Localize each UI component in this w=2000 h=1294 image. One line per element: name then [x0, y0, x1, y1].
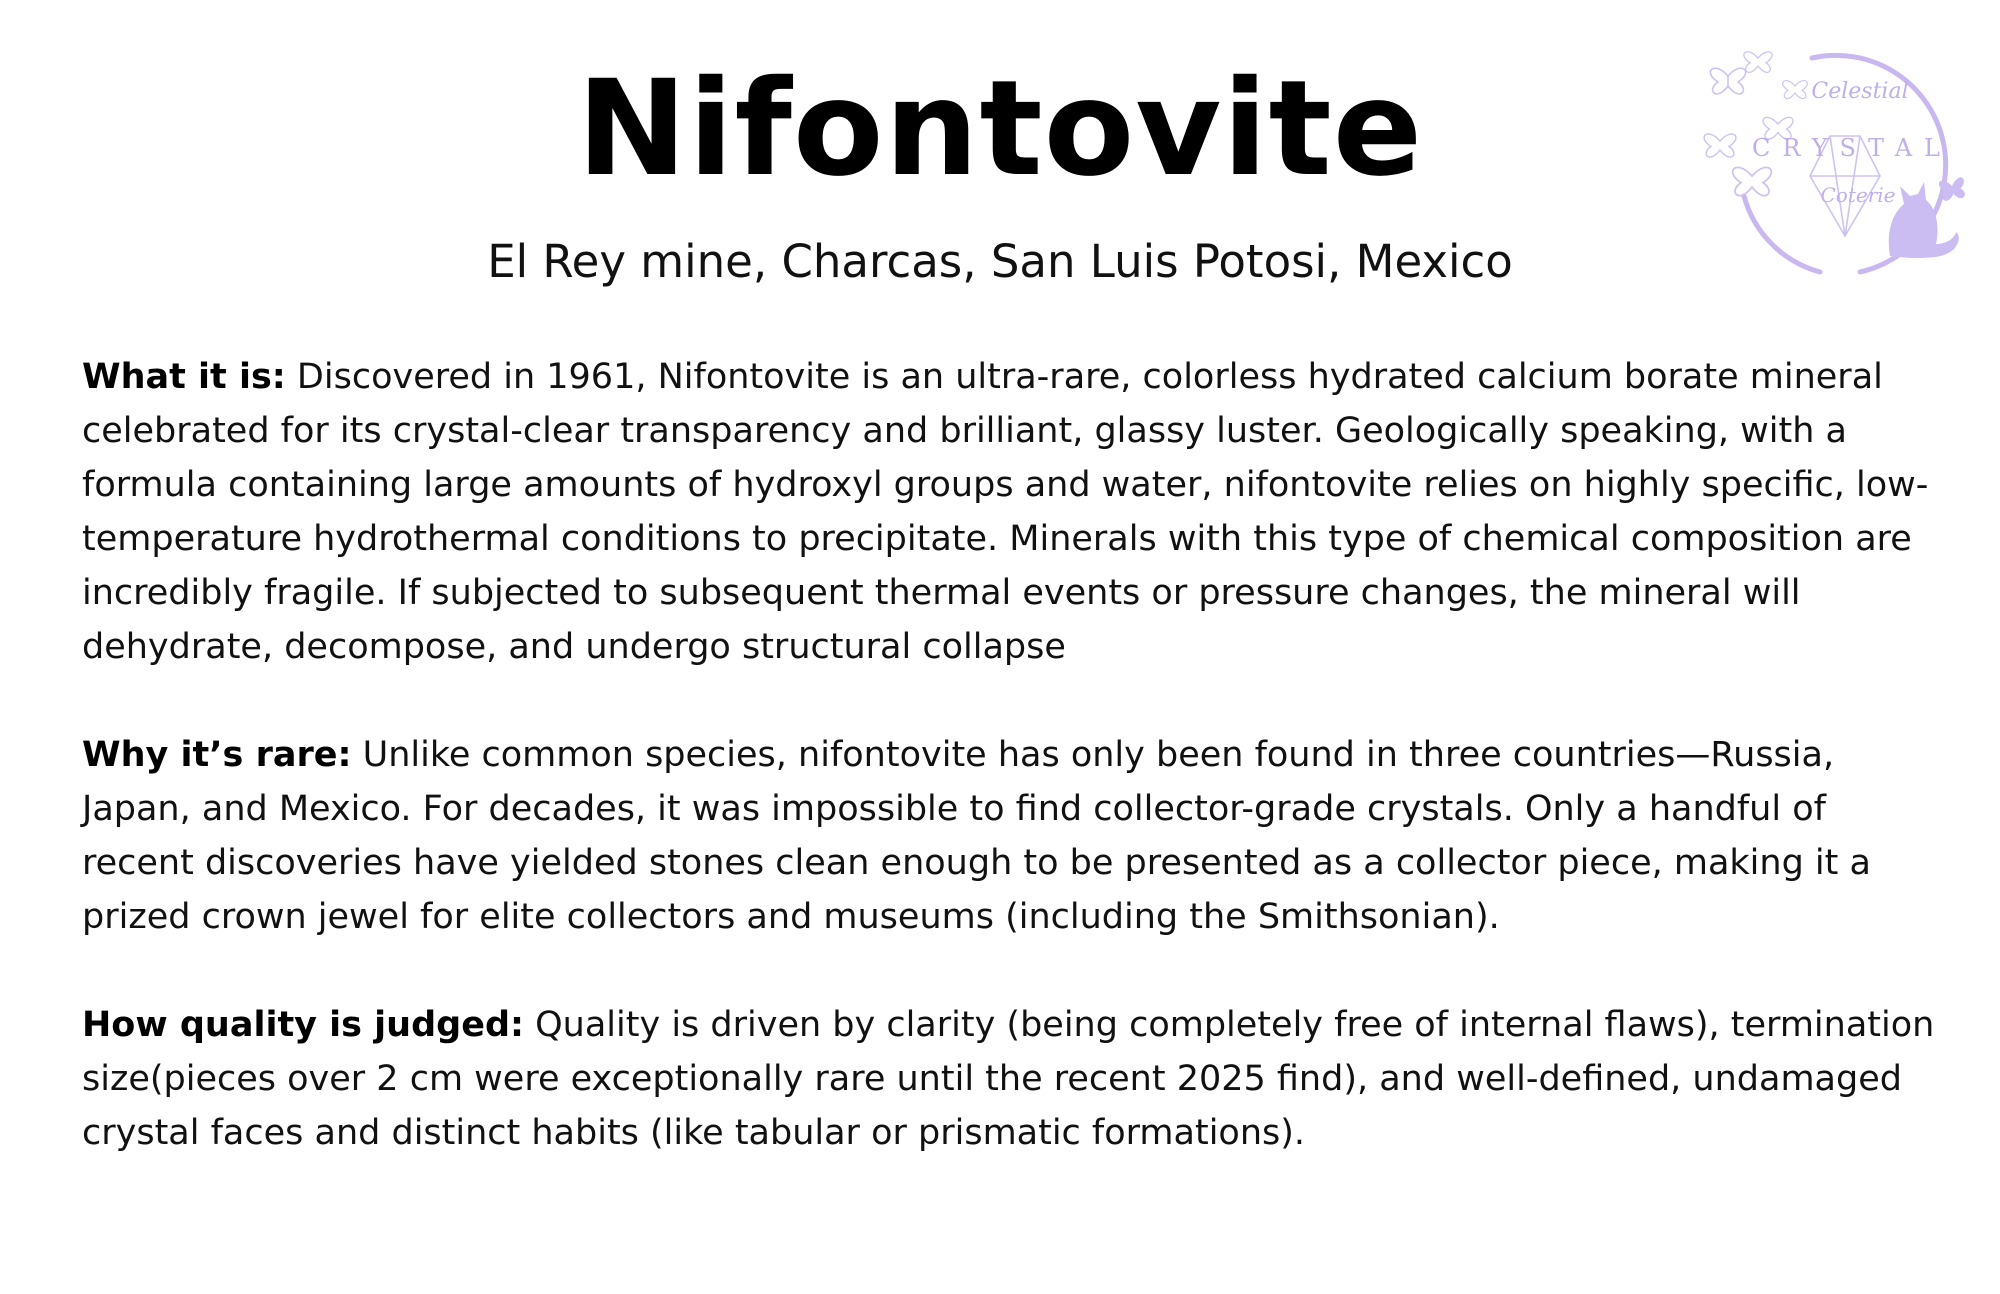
- section-why-rare: [82, 728, 1942, 944]
- logo-text-celestial: Celestial: [1811, 79, 1909, 104]
- logo-text-coterie: Coterie: [1820, 183, 1896, 207]
- section-heading: Why it’s rare:: [82, 735, 352, 775]
- logo-text-crystal: CRYSTAL: [1752, 134, 1952, 162]
- brand-logo: [1700, 36, 1970, 286]
- section-text: Quality is driven by clarity (being completely free of internal flaws), termination size(pieces over 2 cm were exceptionally rare until the recent 2025 find), and well-defined, undamaged crystal faces and distinct habits (like tabular or prismatic formations).: [82, 1005, 1935, 1153]
- section-text: Unlike common species, nifontovite has only been found in three countries—Russia, Japan, and Mexico. For decades, it was impossible to find collector-grade crystals. Only a handful of recent discoveries have yielded stones clean enough to be presented as a collector piece, making it a prized crown jewel for elite collectors and museums (including the Smithsonian).: [82, 735, 1871, 937]
- section-what-it-is: [82, 350, 1942, 674]
- section-heading: What it is:: [82, 357, 286, 397]
- section-text: Discovered in 1961, Nifontovite is an ultra-rare, colorless hydrated calcium borate mineral celebrated for its crystal-clear transparency and brilliant, glassy luster. Geologically speaking, with a formula containing large amounts of hydroxyl groups and water, nifontovite relies on highly specific, low-temperature hydrothermal conditions to precipitate. Minerals with this type of chemical composition are incredibly fragile. If subjected to subsequent thermal events or pressure changes, the mineral will dehydrate, decompose, and undergo structural collapse: [82, 357, 1929, 667]
- locality-subtitle: El Rey mine, Charcas, San Luis Potosi, Mexico: [487, 235, 1513, 288]
- section-quality: [82, 998, 1942, 1160]
- page-title: Nifontovite: [576, 52, 1424, 206]
- section-heading: How quality is judged:: [82, 1005, 524, 1045]
- description-body: [82, 350, 1942, 1214]
